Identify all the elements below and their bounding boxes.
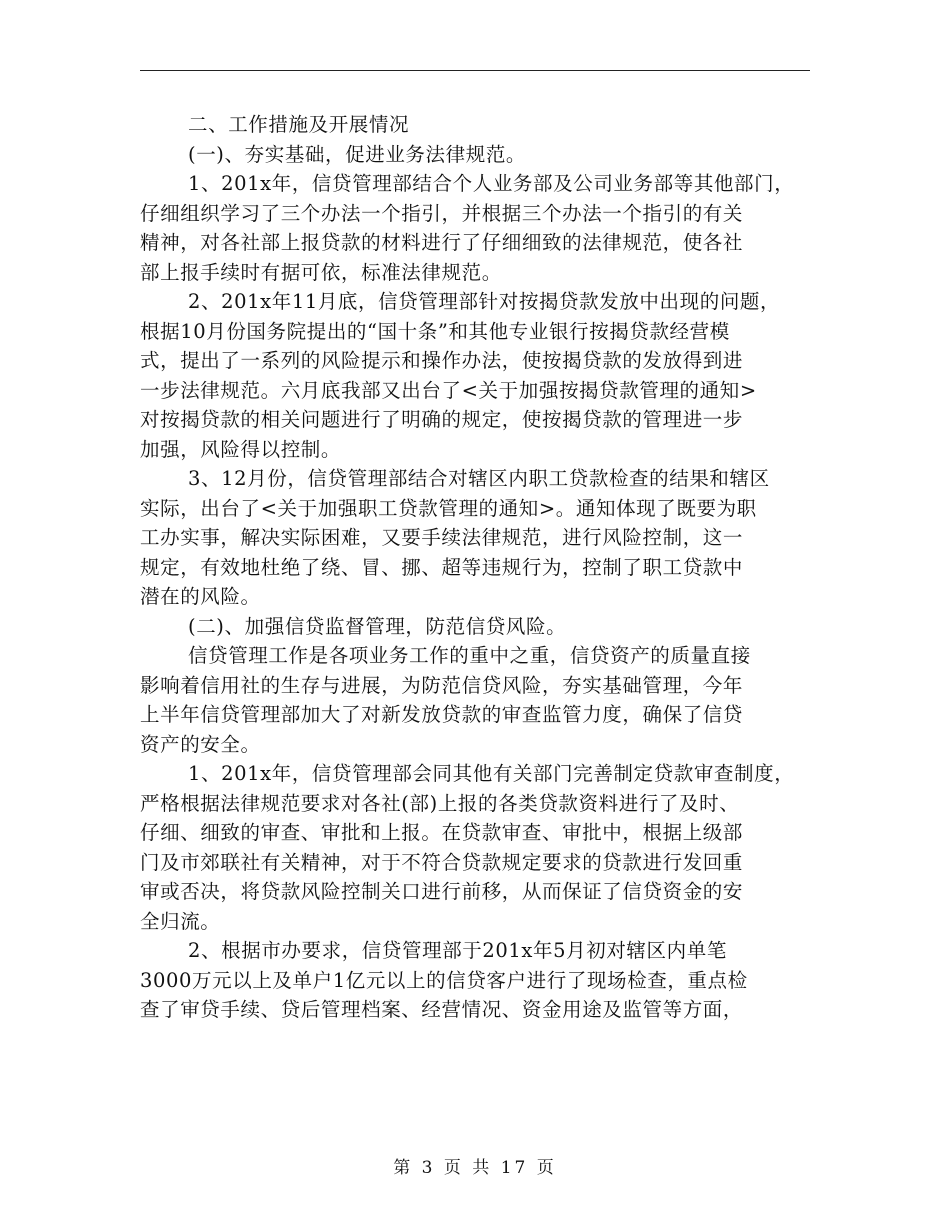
paragraph-line: 门及市郊联社有关精神，对于不符合贷款规定要求的贷款进行发回重 — [140, 850, 744, 874]
paragraph-line: 对按揭贷款的相关问题进行了明确的规定，使按揭贷款的管理进一步 — [140, 408, 744, 431]
paragraph-line: 信贷管理工作是各项业务工作的重中之重，信贷资产的质量直接 — [188, 644, 751, 667]
paragraph-line: 资产的安全。 — [140, 732, 261, 756]
paragraph-line: 部上报手续时有据可依，标准法律规范。 — [140, 260, 502, 284]
paragraph-line: 加强，风险得以控制。 — [140, 437, 342, 461]
paragraph-line: 潜在的风险。 — [140, 585, 261, 608]
paragraph-line: 根据10月份国务院提出的“国十条”和其他专业银行按揭贷款经营模 — [140, 319, 730, 343]
paragraph-line: 3000万元以上及单户1亿元以上的信贷客户进行了现场检查，重点检 — [140, 968, 748, 992]
paragraph-line: 影响着信用社的生存与进展，为防范信贷风险，夯实基础管理，今年 — [140, 673, 744, 697]
paragraph-line: 实际，出台了<关于加强职工贷款管理的通知>。通知体现了既要为职 — [140, 496, 757, 520]
paragraph-line: 1、201x年，信贷管理部结合个人业务部及公司业务部等其他部门， — [188, 172, 795, 195]
paragraph-line: 上半年信贷管理部加大了对新发放贷款的审查监管力度，确保了信贷 — [140, 703, 744, 726]
paragraph-line: 2、201x年11月底，信贷管理部针对按揭贷款发放中出现的问题， — [188, 290, 781, 313]
section-heading: 二、工作措施及开展情况 — [188, 113, 410, 136]
document-body — [140, 110, 830, 1025]
paragraph-line: 全归流。 — [140, 909, 221, 933]
paragraph-line: 1、201x年，信贷管理部会同其他有关部门完善制定贷款审查制度， — [188, 762, 795, 785]
paragraph-line: 审或否决，将贷款风险控制关口进行前移，从而保证了信贷资金的安 — [140, 880, 744, 903]
paragraph-line: 仔细、细致的审查、审批和上报。在贷款审查、审批中，根据上级部 — [140, 821, 744, 844]
header-rule — [140, 70, 810, 71]
paragraph-line: 工办实事，解决实际困难，又要手续法律规范，进行风险控制，这一 — [140, 526, 744, 549]
subsection-heading: (二)、加强信贷监督管理，防范信贷风险。 — [188, 614, 567, 638]
paragraph-line: 查了审贷手续、贷后管理档案、经营情况、资金用途及监管等方面， — [140, 998, 744, 1021]
paragraph-line: 2、根据市办要求，信贷管理部于201x年5月初对辖区内单笔 — [188, 939, 727, 962]
paragraph-line: 仔细组织学习了三个办法一个指引，并根据三个办法一个指引的有关 — [140, 201, 744, 225]
paragraph-line: 规定，有效地杜绝了绕、冒、挪、超等违规行为，控制了职工贷款中 — [140, 555, 744, 579]
paragraph-line: 3、12月份，信贷管理部结合对辖区内职工贷款检查的结果和辖区 — [188, 467, 770, 490]
paragraph-line: 精神，对各社部上报贷款的材料进行了仔细细致的法律规范，使各社 — [140, 231, 744, 254]
paragraph-line: 严格根据法律规范要求对各社(部)上报的各类贷款资料进行了及时、 — [140, 791, 740, 815]
page-footer: 第 3 页 共 17 页 — [393, 1158, 557, 1178]
paragraph-line: 一步法律规范。六月底我部又出台了<关于加强按揭贷款管理的通知> — [140, 378, 757, 402]
paragraph-line: 式，提出了一系列的风险提示和操作办法，使按揭贷款的发放得到进 — [140, 349, 744, 372]
subsection-heading: (一)、夯实基础，促进业务法律规范。 — [188, 142, 527, 166]
